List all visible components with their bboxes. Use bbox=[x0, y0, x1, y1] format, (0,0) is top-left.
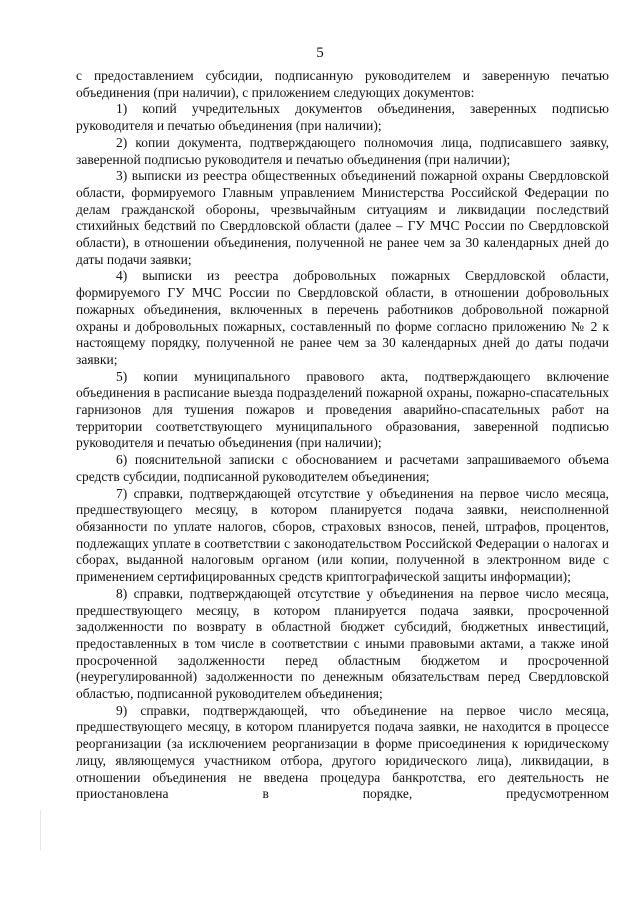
page-number: 5 bbox=[316, 45, 324, 61]
list-item: 2) копии документа, подтверждающего полномочия лица, подписавшего заявку, заверенной подписью руководителя и печатью объединения (при наличии); bbox=[76, 134, 609, 167]
list-item: 9) справки, подтверждающей, что объединение на первое число месяца, предшествующего месяцу, в котором планируется подача заявки, не находится в процессе реорганизации (за исключением реорганизации в форме присоединения к юридическому лицу, являющемуся участником отбора, другого юридического лица), ликвидации, в отношении объединения не введена процедура банкротства, его деятельность не приостановлена в порядке, предусмотренном bbox=[76, 702, 609, 802]
list-item: 1) копий учредительных документов объединения, заверенных подписью руководителя и печатью объединения (при наличии); bbox=[76, 101, 609, 134]
list-item: 3) выписки из реестра общественных объединений пожарной охраны Свердловской области, формируемого Главным управлением Министерства Российской Федерации по делам гражданской обороны, чрезвычайным ситуациям и ликвидации последствий стихийных бедствий по Свердловской области (далее – ГУ МЧС России по Свердловской области), в отношении объединения, полученной не ранее чем за 30 календарных дней до даты подачи заявки; bbox=[76, 168, 609, 267]
list-item: 4) выписки из реестра добровольных пожарных Свердловской области, формируемого ГУ МЧС России по Свердловской области, в отношении добровольных пожарных объединения, включенных в перечень работников добровольной пожарной охраны и добровольных пожарных, составленный по форме согласно приложению № 2 к настоящему порядку, полученной не ранее чем за 30 календарных дней до даты подачи заявки; bbox=[76, 268, 609, 367]
document-body bbox=[76, 68, 609, 803]
list-item: 8) справки, подтверждающей отсутствие у объединения на первое число месяца, предшествующего месяцу, в котором планируется подача заявки, просроченной задолженности по возврату в областной бюджет субсидий, бюджетных инвестиций, предоставленных в том числе в соответствии с иными правовыми актами, а также иной просроченной задолженности перед областным бюджетом и просроченной (неурегулированной) задолженности по денежным обязательствам перед Свердловской областью, подписанной руководителем объединения; bbox=[76, 585, 609, 702]
intro-paragraph: с предоставлением субсидии, подписанную руководителем и заверенную печатью объединения (при наличии), с приложением следующих документов: bbox=[76, 68, 609, 100]
list-item: 7) справки, подтверждающей отсутствие у объединения на первое число месяца, предшествующего месяцу, в котором планируется подача заявки, неисполненной обязанности по уплате налогов, сборов, страховых взносов, пеней, штрафов, процентов, подлежащих уплате в соответствии с законодательством Российской Федерации о налогах и сборах, выданной налоговым органом (или копии, полученной в электронном виде с применением сертифицированных средств криптографической защиты информации); bbox=[76, 485, 609, 585]
list-item: 5) копии муниципального правового акта, подтверждающего включение объединения в расписание выезда подразделений пожарной охраны, пожарно-спасательных гарнизонов для тушения пожаров и проведения аварийно-спасательных работ на территории соответствующего муниципального образования, заверенной подписью руководителя и печатью объединения (при наличии); bbox=[76, 368, 609, 451]
list-item: 6) пояснительной записки с обоснованием и расчетами запрашиваемого объема средств субсидии, подписанной руководителем объединения; bbox=[76, 452, 609, 484]
scan-margin-mark bbox=[40, 810, 41, 850]
